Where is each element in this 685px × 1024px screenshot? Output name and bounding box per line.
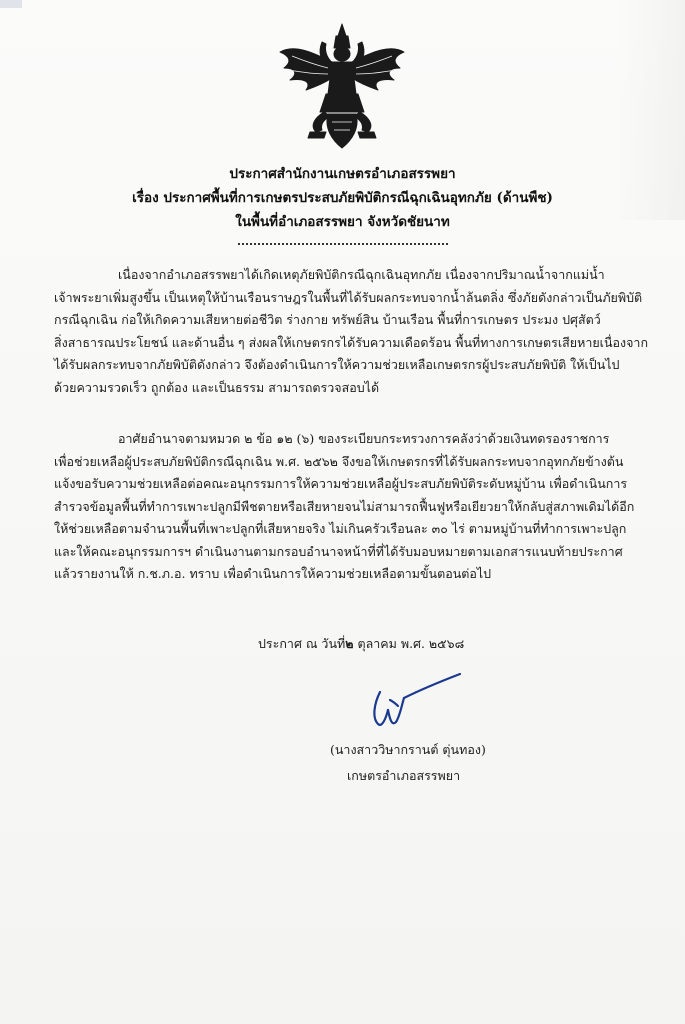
paragraph-line: ให้ช่วยเหลือตามจำนวนพื้นที่เพาะปลูกที่เสียหายจริง ไม่เกินครัวเรือนละ ๓๐ ไร่ ตามหมู่บ้านที่ทำการเพาะปลูก (54, 521, 627, 536)
announcement-date (258, 634, 464, 654)
paragraph-line: ได้รับผลกระทบจากภัยพิบัติดังกล่าว จึงต้องดำเนินการให้ความช่วยเหลือเกษตรกรผู้ประสบภัยพิบัติ ให้เป็นไป (54, 357, 620, 372)
scan-mark (0, 0, 22, 8)
heading-divider (238, 243, 448, 245)
signatory-position: เกษตรอำเภอสรรพยา (347, 768, 461, 783)
paragraph-line: เจ้าพระยาเพิ่มสูงขึ้น เป็นเหตุให้บ้านเรือนราษฎรในพื้นที่ได้รับผลกระทบจากน้ำล้นตลิ่ง ซึ่งภัยดังกล่าวเป็นภัยพิบัติ (54, 289, 643, 305)
paragraph-line: แจ้งขอรับความช่วยเหลือต่อคณะอนุกรรมการให้ความช่วยเหลือผู้ประสบภัยพิบัติระดับหมู่บ้าน เพื่อดำเนินการ (54, 476, 628, 491)
paragraph-line: อาศัยอำนาจตามหมวด ๒ ข้อ ๑๒ (๖) ของระเบียบกระทรวงการคลังว่าด้วยเงินทดรองราชการ (118, 431, 610, 446)
paragraph-line: เพื่อช่วยเหลือผู้ประสบภัยพิบัติกรณีฉุกเฉิน พ.ศ. ๒๕๖๒ จึงขอให้เกษตรกรที่ได้รับผลกระทบจากอุทกภัยข้างต้น (54, 453, 624, 469)
body-paragraph-2 (54, 428, 648, 586)
paragraph-line: กรณีฉุกเฉิน ก่อให้เกิดความเสียหายต่อชีวิต ร่างกาย ทรัพย์สิน บ้านเรือน พื้นที่การเกษตร ประมง ปศุสัตว์ (54, 312, 601, 327)
announcement-issuer: ประกาศสำนักงานเกษตรอำเภอสรรพยา (229, 166, 456, 182)
date-month-year: ตุลาคม พ.ศ. ๒๕๖๘ (357, 636, 465, 651)
body-paragraph-1 (54, 264, 649, 399)
announcement-subject: เรื่อง ประกาศพื้นที่การเกษตรประสบภัยพิบัติกรณีฉุกเฉินอุทกภัย (ด้านพืช) (132, 190, 553, 206)
paragraph-line: เนื่องจากอำเภอสรรพยาได้เกิดเหตุภัยพิบัติกรณีฉุกเฉินอุทกภัย เนื่องจากปริมาณน้ำจากแม่น้ำ (118, 267, 605, 282)
paragraph-line: สำรวจข้อมูลพื้นที่ทำการเพาะปลูกมีพืชตายหรือเสียหายจนไม่สามารถฟื้นฟูหรือเยียวยาให้กลับสู่สภาพเดิมได้อีก (54, 498, 635, 514)
handwritten-signature-icon (360, 670, 470, 740)
date-prefix: ประกาศ ณ วันที่ (258, 636, 346, 651)
signatory-name: (นางสาววิษากรานต์ ตุ่นทอง) (330, 742, 486, 757)
paragraph-line: ด้วยความรวดเร็ว ถูกต้อง และเป็นธรรม สามารถตรวจสอบได้ (54, 379, 380, 395)
paragraph-line: สิ่งสาธารณประโยชน์ และด้านอื่น ๆ ส่งผลให้เกษตรกรได้รับความเดือดร้อน พื้นที่ทางการเกษตรเสียหายเนื่องจาก (54, 334, 649, 350)
announcement-area: ในพื้นที่อำเภอสรรพยา จังหวัดชัยนาท (235, 214, 450, 230)
garuda-emblem-icon (272, 22, 412, 152)
paragraph-line: แล้วรายงานให้ ก.ช.ภ.อ. ทราบ เพื่อดำเนินการให้ความช่วยเหลือตามขั้นตอนต่อไป (54, 566, 492, 581)
date-day: ๒ (345, 636, 354, 651)
paragraph-line: และให้คณะอนุกรรมการฯ ดำเนินงานตามกรอบอำนาจหน้าที่ที่ได้รับมอบหมายตามเอกสารแนบท้ายประกาศ (54, 543, 623, 559)
